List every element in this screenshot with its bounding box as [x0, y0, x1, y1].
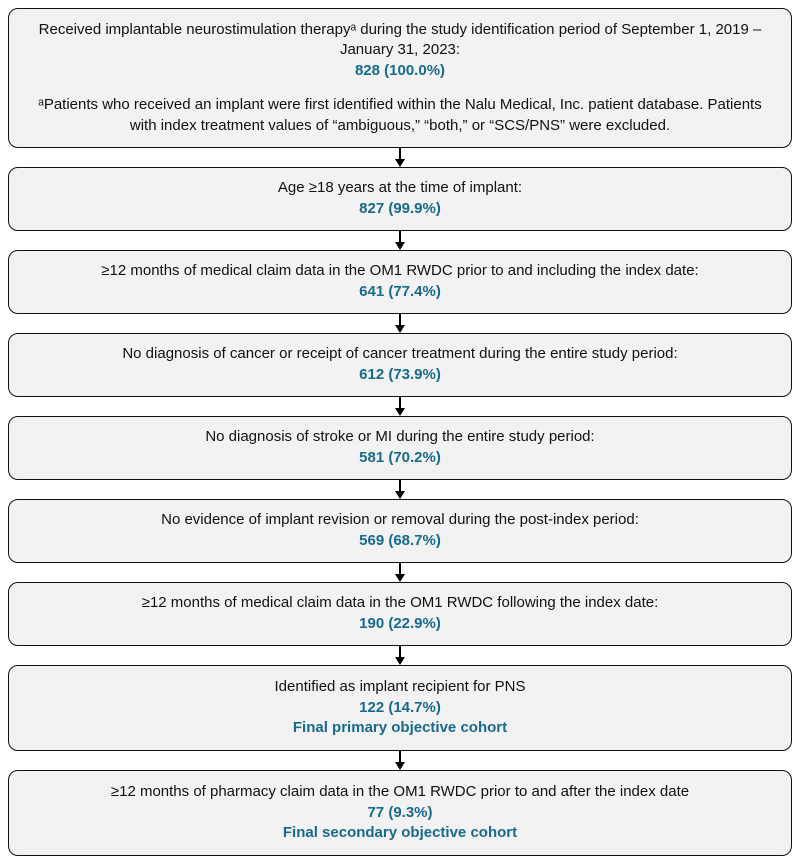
arrowhead-icon — [395, 242, 405, 250]
box-text: ≥12 months of medical claim data in the OM1 RWDC following the index date: — [141, 594, 659, 612]
arrow-line — [399, 231, 401, 242]
box-value: 190 (22.9%) — [359, 615, 441, 632]
arrowhead-icon — [395, 159, 405, 167]
cohort-label: Final secondary objective cohort — [282, 824, 518, 842]
flow-box-no-revision — [8, 499, 792, 563]
down-arrow — [8, 397, 792, 416]
box-text: Identified as implant recipient for PNS — [274, 677, 526, 695]
arrow-line — [399, 397, 401, 408]
down-arrow — [8, 751, 792, 770]
arrowhead-icon — [395, 657, 405, 665]
box-text: Age ≥18 years at the time of implant: — [277, 179, 523, 197]
box-value: 828 (100.0%) — [354, 62, 446, 80]
arrowhead-icon — [395, 325, 405, 333]
arrow-line — [399, 480, 401, 491]
box-footnote: ᵃPatients who received an implant were first identified within the Nalu Medical, Inc. patient database. Patients with index treatment values of “ambiguous,” “both,” or “SCS/PNS” were excluded. — [38, 95, 762, 134]
down-arrow — [8, 480, 792, 499]
box-text: No evidence of implant revision or removal during the post-index period: — [161, 511, 639, 529]
arrowhead-icon — [395, 574, 405, 582]
flow-box-identification — [8, 8, 792, 148]
box-text: ≥12 months of pharmacy claim data in the OM1 RWDC prior to and after the index date — [110, 782, 690, 800]
arrow-line — [399, 646, 401, 657]
box-text: No diagnosis of stroke or MI during the entire study period: — [205, 428, 595, 446]
down-arrow — [8, 563, 792, 582]
arrowhead-icon — [395, 762, 405, 770]
down-arrow — [8, 231, 792, 250]
arrowhead-icon — [395, 408, 405, 416]
box-value: 122 (14.7%) — [359, 698, 441, 716]
box-value: 77 (9.3%) — [367, 803, 433, 821]
flow-box-age — [8, 167, 792, 231]
arrowhead-icon — [395, 491, 405, 499]
arrow-line — [399, 148, 401, 159]
arrow-line — [399, 314, 401, 325]
box-text: Received implantable neurostimulation therapyᵃ during the study identification period of September 1, 2019 – January 31, 2023: — [38, 20, 762, 59]
flow-box-medical-claim-prior — [8, 250, 792, 314]
flow-box-medical-claim-following — [8, 582, 792, 646]
down-arrow — [8, 148, 792, 167]
box-text: No diagnosis of cancer or receipt of cancer treatment during the entire study period: — [122, 345, 678, 363]
cohort-label: Final primary objective cohort — [292, 719, 508, 737]
flow-box-pns-recipient — [8, 665, 792, 751]
box-text: ≥12 months of medical claim data in the OM1 RWDC prior to and including the index date: — [101, 262, 699, 280]
box-value: 569 (68.7%) — [359, 532, 441, 549]
box-value: 641 (77.4%) — [359, 283, 441, 300]
flow-box-no-stroke-mi — [8, 416, 792, 480]
box-value: 827 (99.9%) — [359, 200, 441, 217]
box-value: 612 (73.9%) — [359, 366, 441, 383]
flow-box-no-cancer — [8, 333, 792, 397]
flow-box-pharmacy-claim — [8, 770, 792, 856]
arrow-line — [399, 563, 401, 574]
down-arrow — [8, 314, 792, 333]
arrow-line — [399, 751, 401, 762]
down-arrow — [8, 646, 792, 665]
box-value: 581 (70.2%) — [359, 449, 441, 466]
